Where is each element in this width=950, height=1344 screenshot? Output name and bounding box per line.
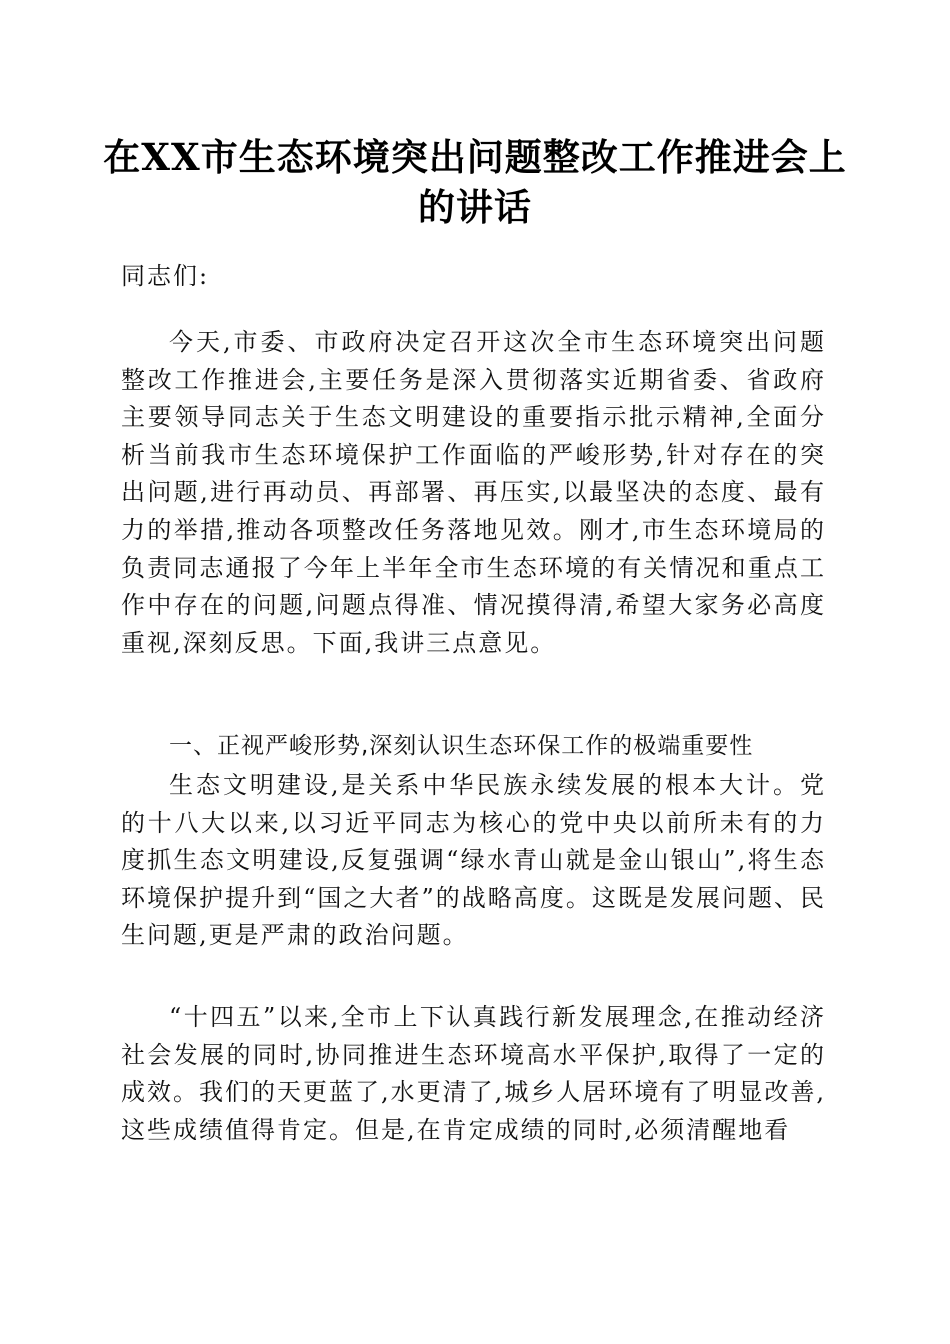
paragraph-ecological-civilization: 生态文明建设,是关系中华民族永续发展的根本大计。党的十八大以来,以习近平同志为核心的党中央以前所未有的力度抓生态文明建设,反复强调“绿水青山就是金山银山”,将生态环境保护提升到“国之大者”的战略高度。这既是发展问题、民生问题,更是严肃的政治问题。 (121, 771, 826, 950)
document-title: 在XX市生态环境突出问题整改工作推进会上的讲话 (103, 135, 847, 229)
paragraph-intro: 今天,市委、市政府决定召开这次全市生态环境突出问题整改工作推进会,主要任务是深入贯彻落实近期省委、省政府主要领导同志关于生态文明建设的重要指示批示精神,全面分析当前我市生态环境保护工作面临的严峻形势,针对存在的突出问题,进行再动员、再部署、再压实,以最坚决的态度、最有力的举措,推动各项整改任务落地见效。刚才,市生态环境局的负责同志通报了今年上半年全市生态环境的有关情况和重点工作中存在的问题,问题点得准、情况摸得清,希望大家务必高度重视,深刻反思。下面,我讲三点意见。 (121, 328, 826, 657)
section-heading-1: 一、正视严峻形势,深刻认识生态环保工作的极端重要性 (169, 733, 754, 759)
greeting: 同志们: (121, 262, 210, 290)
paragraph-fourteenth-five-year: “十四五”以来,全市上下认真践行新发展理念,在推动经济社会发展的同时,协同推进生态环境高水平保护,取得了一定的成效。我们的天更蓝了,水更清了,城乡人居环境有了明显改善,这些成绩值得肯定。但是,在肯定成绩的同时,必须清醒地看 (121, 1003, 826, 1144)
